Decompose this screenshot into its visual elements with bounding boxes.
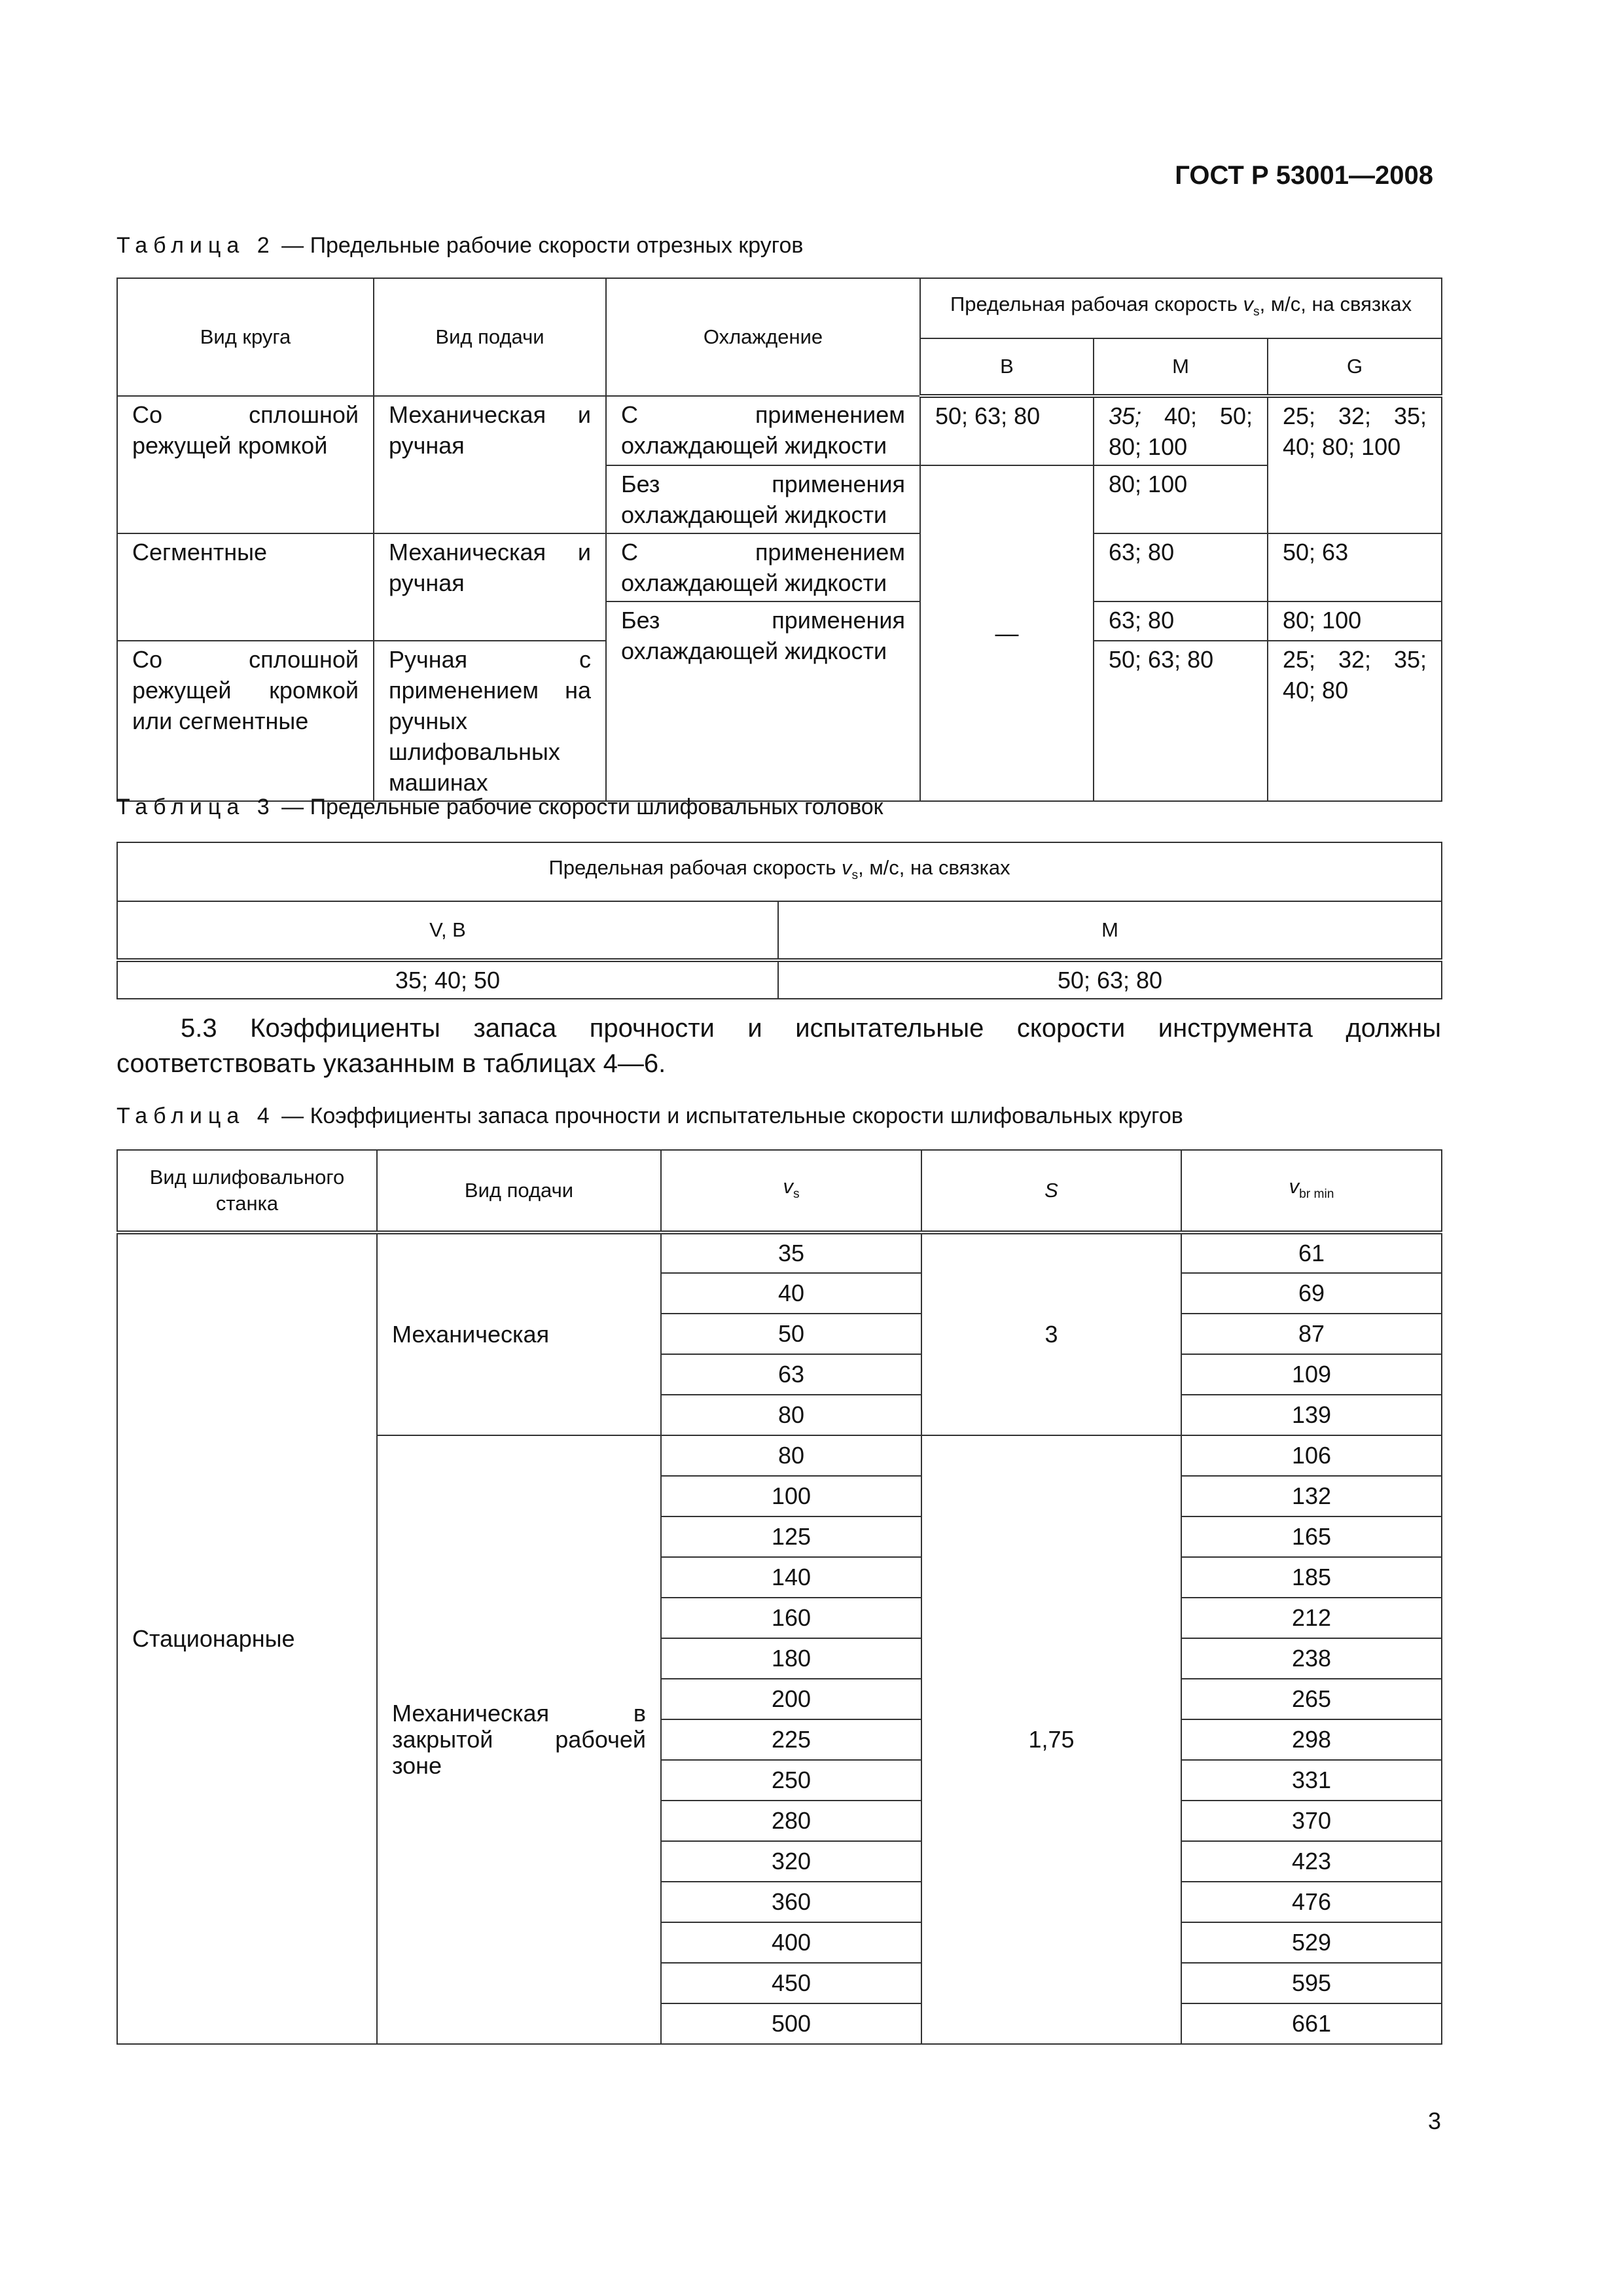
section-5-3-paragraph xyxy=(116,1011,1441,1081)
t2-speed-symbol: v xyxy=(1243,292,1253,315)
t2-header-bond-b: B xyxy=(920,338,1094,396)
t3-value-m: 50; 63; 80 xyxy=(778,960,1442,999)
t2-header-cooling: Охлаждение xyxy=(606,278,920,396)
t4-vbr-cell: 69 xyxy=(1181,1273,1442,1314)
t4-machine-stationary: Стационарные xyxy=(117,1232,377,2044)
t4-header-machine: Вид шлифовального станка xyxy=(117,1150,377,1232)
t4-feed-closed-zone: Механическая в закрытой рабочей зоне xyxy=(377,1435,661,2044)
t4-vs-cell: 500 xyxy=(661,2003,921,2044)
t4-vbr-cell: 265 xyxy=(1181,1679,1442,1719)
t4-vbr-cell: 139 xyxy=(1181,1395,1442,1435)
table3-caption xyxy=(116,795,883,820)
t4-feed-mechanical: Механическая xyxy=(377,1232,661,1435)
t4-header-vbr xyxy=(1181,1150,1442,1232)
t2-header-speed xyxy=(920,278,1442,338)
t4-vbr-cell: 331 xyxy=(1181,1760,1442,1801)
t4-vs-cell: 280 xyxy=(661,1801,921,1841)
t4-vbr-cell: 212 xyxy=(1181,1598,1442,1638)
t2-feed-mech-manual: Механическая и ручная xyxy=(374,396,606,533)
t2-m-3: 63; 80 xyxy=(1094,533,1268,601)
t3-speed-symbol: v xyxy=(842,855,852,879)
t3-speed-subscript: s xyxy=(851,869,859,883)
t3-value-vb: 35; 40; 50 xyxy=(117,960,778,999)
t4-vs-cell: 250 xyxy=(661,1760,921,1801)
t4-s-closed: 1,75 xyxy=(921,1435,1181,2044)
t4-vs-cell: 125 xyxy=(661,1516,921,1557)
t4-vs-cell: 225 xyxy=(661,1719,921,1760)
t3-header-a: Предельная рабочая скорость xyxy=(548,855,842,879)
t4-vbr-cell: 529 xyxy=(1181,1922,1442,1963)
t2-m-4: 63; 80 xyxy=(1094,601,1268,641)
t4-vs-cell: 35 xyxy=(661,1232,921,1273)
t4-vs-symbol: v xyxy=(783,1174,793,1198)
t2-m-5: 50; 63; 80 xyxy=(1094,641,1268,801)
t4-vs-subscript: s xyxy=(793,1187,800,1202)
t2-speed-subscript: s xyxy=(1253,305,1260,319)
t4-body xyxy=(117,1232,1442,2044)
t4-vbr-cell: 61 xyxy=(1181,1232,1442,1273)
t2-wheel-solid: Со сплошной режущей кромкой xyxy=(117,396,374,533)
t2-header-speed-b: , м/с, на связках xyxy=(1259,292,1412,315)
t2-cool-with-2: С применением охлаждающей жидкости xyxy=(606,533,920,601)
t3-header-b: , м/с, на связках xyxy=(858,855,1010,879)
t2-cool-with: С применением охлаждающей жидкости xyxy=(606,396,920,465)
table-row xyxy=(117,1232,1442,1273)
t4-vs-cell: 50 xyxy=(661,1314,921,1354)
t2-g-5: 25; 32; 35; 40; 80 xyxy=(1268,641,1442,801)
t4-vs-cell: 63 xyxy=(661,1354,921,1395)
t3-header-m: M xyxy=(778,901,1442,960)
t4-vs-cell: 400 xyxy=(661,1922,921,1963)
table2-caption-label: Таблица 2 xyxy=(116,233,276,258)
t4-s-mechanical: 3 xyxy=(921,1232,1181,1435)
t2-wheel-solid-or-segment: Со сплошной режущей кромкой или сегментные xyxy=(117,641,374,801)
t2-m-1-rest: 40; 50; 80; 100 xyxy=(1109,403,1253,460)
t4-vs-cell: 140 xyxy=(661,1557,921,1598)
t4-vs-cell: 320 xyxy=(661,1841,921,1882)
t4-vbr-cell: 298 xyxy=(1181,1719,1442,1760)
t2-g-3: 50; 63 xyxy=(1268,533,1442,601)
t2-m-2: 80; 100 xyxy=(1094,465,1268,533)
t4-vbr-cell: 423 xyxy=(1181,1841,1442,1882)
table2-caption-text: — Предельные рабочие скорости отрезных кругов xyxy=(281,233,804,258)
t4-header-feed: Вид подачи xyxy=(377,1150,661,1232)
table3-caption-label: Таблица 3 xyxy=(116,795,276,819)
t4-vbr-cell: 595 xyxy=(1181,1963,1442,2003)
t4-header-s xyxy=(921,1150,1181,1232)
t2-feed-manual-machines: Ручная с применением на ручных шлифовальных машинах xyxy=(374,641,606,801)
t4-header-vs xyxy=(661,1150,921,1232)
t2-header-wheel: Вид круга xyxy=(117,278,374,396)
table3-caption-text: — Предельные рабочие скорости шлифовальных головок xyxy=(281,795,883,819)
table4-caption xyxy=(116,1103,1183,1129)
t4-vbr-cell: 238 xyxy=(1181,1638,1442,1679)
table2-caption xyxy=(116,233,803,259)
t4-vs-cell: 160 xyxy=(661,1598,921,1638)
t4-vbr-cell: 106 xyxy=(1181,1435,1442,1476)
t3-header-vb: V, B xyxy=(117,901,778,960)
t4-vbr-cell: 132 xyxy=(1181,1476,1442,1516)
t4-vs-cell: 450 xyxy=(661,1963,921,2003)
t4-vs-cell: 200 xyxy=(661,1679,921,1719)
t2-wheel-segment: Сегментные xyxy=(117,533,374,641)
t2-cool-without-2: Без применения охлаждающей жидкости xyxy=(606,601,920,801)
t4-vbr-cell: 165 xyxy=(1181,1516,1442,1557)
t2-b-dash: — xyxy=(920,465,1094,801)
t4-vbr-cell: 370 xyxy=(1181,1801,1442,1841)
t2-g-1: 25; 32; 35; 40; 80; 100 xyxy=(1268,396,1442,533)
document-id: ГОСТ Р 53001—2008 xyxy=(1175,161,1433,190)
t2-cool-without: Без применения охлаждающей жидкости xyxy=(606,465,920,533)
t4-vbr-cell: 87 xyxy=(1181,1314,1442,1354)
t2-header-bond-g: G xyxy=(1268,338,1442,396)
t4-vs-cell: 100 xyxy=(661,1476,921,1516)
table3 xyxy=(116,842,1442,999)
t4-vs-cell: 40 xyxy=(661,1273,921,1314)
t2-m-1 xyxy=(1094,396,1268,465)
t2-m-1-italic: 35; xyxy=(1109,403,1142,429)
t4-vbr-cell: 109 xyxy=(1181,1354,1442,1395)
t4-vs-cell: 80 xyxy=(661,1395,921,1435)
t4-vs-cell: 360 xyxy=(661,1882,921,1922)
t2-header-feed: Вид подачи xyxy=(374,278,606,396)
t2-header-speed-a: Предельная рабочая скорость xyxy=(950,292,1243,315)
t4-s-symbol: S xyxy=(1044,1179,1058,1202)
t2-b-1: 50; 63; 80 xyxy=(920,396,1094,465)
t4-vbr-cell: 185 xyxy=(1181,1557,1442,1598)
t2-feed-mech-manual-2: Механическая и ручная xyxy=(374,533,606,641)
paragraph-text: 5.3 Коэффициенты запаса прочности и испытательные скорости инструмента должны соответствовать указанным в таблицах 4—6. xyxy=(116,1014,1441,1078)
table4-caption-text: — Коэффициенты запаса прочности и испытательные скорости шлифовальных кругов xyxy=(281,1103,1183,1128)
page-number: 3 xyxy=(1427,2108,1441,2134)
table4-caption-label: Таблица 4 xyxy=(116,1103,276,1128)
t4-vs-cell: 180 xyxy=(661,1638,921,1679)
t2-g-4: 80; 100 xyxy=(1268,601,1442,641)
table4 xyxy=(116,1149,1442,2045)
table2 xyxy=(116,278,1442,802)
t2-header-bond-m: M xyxy=(1094,338,1268,396)
t4-vs-cell: 80 xyxy=(661,1435,921,1476)
t3-header-speed xyxy=(117,842,1442,901)
t4-vbr-subscript: br min xyxy=(1299,1187,1334,1202)
t4-vbr-symbol: v xyxy=(1289,1174,1300,1198)
t4-vbr-cell: 661 xyxy=(1181,2003,1442,2044)
t4-vbr-cell: 476 xyxy=(1181,1882,1442,1922)
